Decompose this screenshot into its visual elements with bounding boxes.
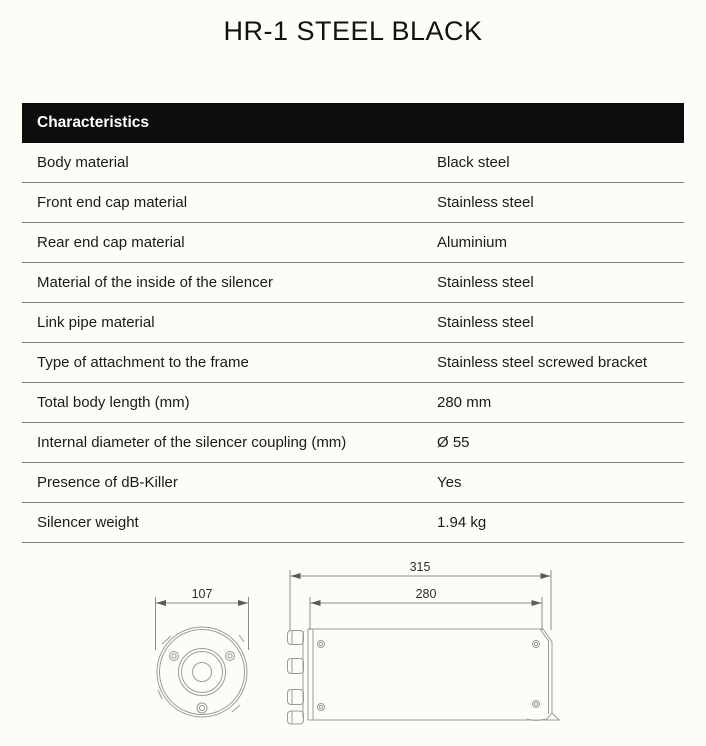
table-row [22, 143, 684, 183]
characteristics-table [22, 103, 684, 543]
table-row [22, 223, 684, 263]
spec-value: 1.94 kg [437, 514, 487, 531]
spec-label: Silencer weight [37, 514, 139, 531]
page-title: HR-1 STEEL BLACK [223, 16, 483, 46]
spec-value: Stainless steel screwed bracket [437, 354, 648, 371]
spec-label: Link pipe material [37, 314, 155, 331]
spec-value: Ø 55 [437, 434, 470, 451]
spec-value: Black steel [437, 154, 510, 171]
dimension-315-label: 315 [409, 560, 431, 574]
side-view [288, 629, 561, 724]
spec-label: Internal diameter of the silencer coupling (mm) [37, 434, 347, 451]
side-view-rivets [318, 641, 540, 711]
table-row [22, 463, 684, 503]
table-row [22, 263, 684, 303]
dimension-280 [310, 587, 542, 630]
spec-label: Presence of dB-Killer [37, 474, 178, 491]
spec-label: Front end cap material [37, 194, 188, 211]
dimension-280-label: 280 [415, 587, 437, 601]
technical-drawing [0, 546, 706, 742]
spec-value: Stainless steel [437, 314, 534, 331]
table-row [22, 303, 684, 343]
dimension-107-label: 107 [191, 587, 213, 601]
spec-label: Total body length (mm) [37, 394, 190, 411]
table-row [22, 383, 684, 423]
spec-label: Body material [37, 154, 129, 171]
spec-value: Stainless steel [437, 274, 534, 291]
inlet-clamp-bolts [288, 631, 304, 725]
spec-label: Rear end cap material [37, 234, 185, 251]
silencer-dimension-drawing [0, 546, 706, 742]
spec-value: Yes [437, 474, 462, 491]
spec-value: Aluminium [437, 234, 508, 251]
table-row [22, 423, 684, 463]
table-row [22, 503, 684, 543]
table-row [22, 343, 684, 383]
end-view [157, 627, 247, 717]
spec-label: Material of the inside of the silencer [37, 274, 273, 291]
spec-value: 280 mm [437, 394, 492, 411]
table-row [22, 183, 684, 223]
table-header: Characteristics [22, 103, 684, 143]
spec-label: Type of attachment to the frame [37, 354, 249, 371]
spec-value: Stainless steel [437, 194, 534, 211]
end-view-rivets [170, 652, 235, 714]
